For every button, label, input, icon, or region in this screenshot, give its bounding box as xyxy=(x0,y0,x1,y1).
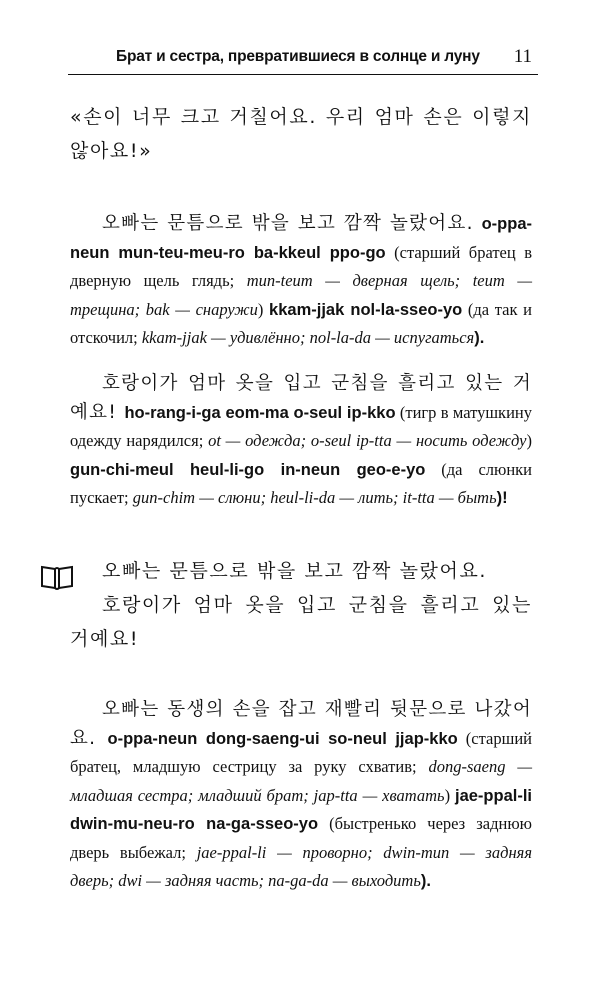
running-title: Брат и сестра, превратившиеся в солнце и луну xyxy=(116,48,480,65)
transliteration: kkam-jjak nol-la-sseo-yo xyxy=(269,300,463,319)
book-icon xyxy=(40,564,74,590)
transliteration: o-ppa-neun dong-saeng-ui so-neul jjap-kko xyxy=(107,729,458,748)
transliteration: ho-rang-i-ga eom-ma o-seul ip-kko xyxy=(124,403,396,422)
paragraph-1: 오빠는 문틈으로 밖을 보고 깜짝 놀랐어요. o-ppa-neun mun-teu-meu-ro ba-kkeul ppo-go (старший братец в дверную щель глядь; mun-teum — дверная щель; teum — трещина; bak — снаружи) kkam-jjak nol-la-sseo-yo (да так и отскочил; kkam-jjak — удивлённо; nol-la-da — испугаться). xyxy=(70,213,532,347)
translation: (да так и отскочил; xyxy=(70,299,532,347)
page-number: 11 xyxy=(513,46,532,67)
translation: (да слюнки пускает; xyxy=(70,459,532,507)
glossary: ot — одежда; o-seul ip-tta — носить одежду xyxy=(208,431,527,450)
glossary: gun-chim — слюни; heul-li-da — лить; it-tta — быть xyxy=(132,488,497,507)
glossary: jae-ppal-li — проворно; dwin-mun — задняя дверь; dwi — задняя часть; na-ga-da — выходить xyxy=(70,842,532,890)
translation: (тигр в матушкину одежду нарядился; xyxy=(70,402,532,450)
reading-line-2: 호랑이가 엄마 옷을 입고 군침을 흘리고 있는 거예요! xyxy=(70,594,532,650)
glossary: dong-saeng — младшая сестра; младший брат; jap-tta — хватать xyxy=(70,757,532,805)
paragraph-3: 오빠는 동생의 손을 잡고 재빨리 뒷문으로 나갔어요. o-ppa-neun dong-saeng-ui so-neul jjap-kko (старший братец, младшую сестрицу за руку схватив; dong-saeng — младшая сестра; младший брат; jap-tta — хватать) jae-ppal-li dwin-mu-neu-ro na-ga-sseo-yo (быстренько через заднюю дверь выбежал; jae-ppal-li — проворно; dwin-mun — задняя дверь; dwi — задняя часть; na-ga-da — выходить). xyxy=(70,699,532,890)
korean-text: 오빠는 문틈으로 밖을 보고 깜짝 놀랐어요. xyxy=(102,213,482,234)
translation: (старший братец в дверную щель глядь; xyxy=(70,242,532,290)
quote-block: «손이 너무 크고 거칠어요. 우리 엄마 손은 이렇지 않아요!» xyxy=(70,106,532,162)
reading-block xyxy=(70,554,532,656)
korean-text: 호랑이가 엄마 옷을 입고 군침을 흘리고 있는 거예요! xyxy=(70,373,532,423)
running-header xyxy=(68,44,538,75)
korean-text: 오빠는 동생의 손을 잡고 재빨리 뒷문으로 나갔어요. xyxy=(70,699,532,749)
transliteration: jae-ppal-li dwin-mu-neu-ro na-ga-sseo-yo xyxy=(70,786,532,833)
glossary: kkam-jjak — удивлённо; nol-la-da — испугаться xyxy=(141,328,475,347)
reading-line-1: 오빠는 문틈으로 밖을 보고 깜짝 놀랐어요. xyxy=(102,560,488,582)
paragraph-2: 호랑이가 엄마 옷을 입고 군침을 흘리고 있는 거예요! ho-rang-i-ga eom-ma o-seul ip-kko (тигр в матушкину одежду нарядился; ot — одежда; o-seul ip-tta — носить одежду) gun-chi-meul heul-li-go in-neun geo-e-yo (да слюнки пускает; gun-chim — слюни; heul-li-da — лить; it-tta — быть)! xyxy=(70,373,532,507)
transliteration: o-ppa-neun mun-teu-meu-ro ba-kkeul ppo-go xyxy=(70,215,532,262)
glossary: mun-teum — дверная щель; teum — трещина; bak — снаружи xyxy=(70,271,532,319)
transliteration: gun-chi-meul heul-li-go in-neun geo-e-yo xyxy=(70,460,426,479)
translation: (старший братец, младшую сестрицу за руку схватив; xyxy=(70,728,532,776)
translation: (быстренько через заднюю дверь выбежал; xyxy=(70,814,532,862)
